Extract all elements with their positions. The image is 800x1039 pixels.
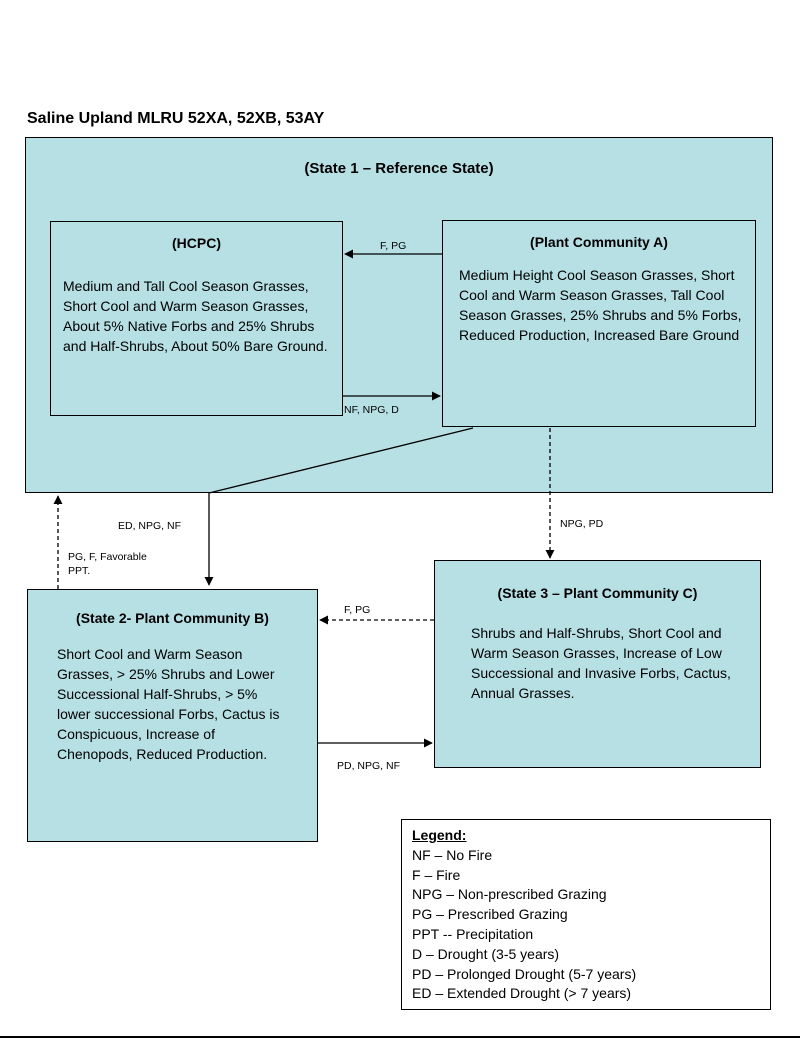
legend-item: D – Drought (3-5 years)	[412, 945, 560, 962]
label-a-to-state2: ED, NPG, NF	[118, 520, 182, 532]
page-title: Saline Upland MLRU 52XA, 52XB, 53AY	[27, 110, 325, 127]
label-hcpc-to-a: NF, NPG, D	[344, 404, 399, 416]
legend-item: PPT -- Precipitation	[412, 925, 534, 942]
bottom-rule	[0, 1036, 800, 1038]
arrow-a-to-state2	[209, 428, 473, 585]
legend-item: NPG – Non-prescribed Grazing	[412, 886, 607, 903]
plant-community-a-title: (Plant Community A)	[530, 234, 668, 250]
legend-item: PD – Prolonged Drought (5-7 years)	[412, 965, 637, 982]
label-state2-to-state1-line2: PPT.	[68, 565, 91, 577]
legend-item: ED – Extended Drought (> 7 years)	[412, 985, 632, 1002]
state3-title: (State 3 – Plant Community C)	[497, 585, 698, 601]
plant-community-a-text: Medium Height Cool Season Grasses, Short Cool and Warm Season Grasses, Tall Cool Season Grasses, 25% Shrubs and 5% Forbs, Reduced Production, Increased Bare Ground	[459, 267, 742, 343]
legend-item: F – Fire	[412, 866, 461, 883]
state2-title: (State 2- Plant Community B)	[76, 610, 269, 626]
legend-item: NF – No Fire	[412, 846, 493, 863]
state2-text: Short Cool and Warm Season Grasses, > 25% Shrubs and Lower Successional Half-Shrubs, > 5% lower successional Forbs, Cactus is Conspicuous, Increase of Chenopods, Reduced Production.	[57, 646, 280, 762]
legend-title: Legend:	[412, 827, 467, 843]
label-state2-to-state1-line1: PG, F, Favorable	[68, 551, 147, 563]
legend-item: PG – Prescribed Grazing	[412, 906, 568, 923]
legend	[401, 819, 771, 1010]
label-state3-to-state2: F, PG	[344, 604, 371, 616]
state1-title: (State 1 – Reference State)	[304, 160, 494, 177]
hcpc-title: (HCPC)	[172, 235, 221, 251]
hcpc-text: Medium and Tall Cool Season Grasses, Short Cool and Warm Season Grasses, About 5% Native Forbs and 25% Shrubs and Half-Shrubs, About 50% Bare Ground.	[63, 278, 328, 354]
state3-text: Shrubs and Half-Shrubs, Short Cool and Warm Season Grasses, Increase of Low Successional and Invasive Forbs, Cactus, Annual Grasses.	[471, 625, 731, 701]
label-a-to-state3: NPG, PD	[560, 518, 604, 530]
label-state2-to-state3: PD, NPG, NF	[337, 760, 401, 772]
label-a-to-hcpc: F, PG	[380, 240, 407, 252]
